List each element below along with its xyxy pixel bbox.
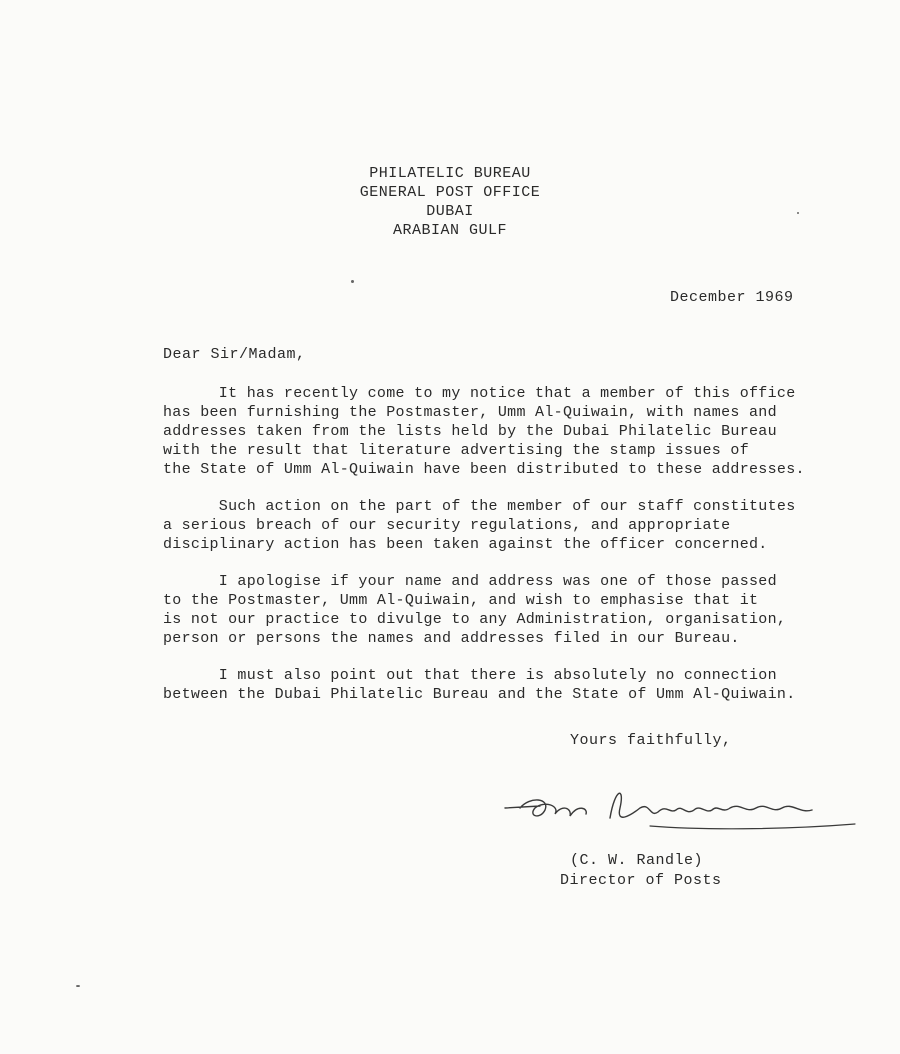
paragraph-line: a serious breach of our security regulations, and appropriate bbox=[163, 517, 731, 534]
closing: Yours faithfully, bbox=[570, 732, 732, 749]
paragraph-1 bbox=[163, 384, 853, 479]
letterhead-line-4: ARABIAN GULF bbox=[392, 222, 508, 239]
paper-speck bbox=[351, 280, 354, 283]
paragraph-line: is not our practice to divulge to any Administration, organisation, bbox=[163, 611, 787, 628]
paragraph-line: addresses taken from the lists held by the Dubai Philatelic Bureau bbox=[163, 423, 777, 440]
paragraph-line: to the Postmaster, Umm Al-Quiwain, and wish to emphasise that it bbox=[163, 592, 759, 609]
signatory-name: (C. W. Randle) bbox=[570, 852, 704, 869]
letter-date: December 1969 bbox=[670, 289, 794, 306]
paragraph-4 bbox=[163, 666, 853, 704]
paragraph-line: the State of Umm Al-Quiwain have been distributed to these addresses. bbox=[163, 461, 805, 478]
paragraph-line: disciplinary action has been taken against the officer concerned. bbox=[163, 536, 768, 553]
salutation: Dear Sir/Madam, bbox=[163, 346, 306, 363]
signatory-title: Director of Posts bbox=[560, 872, 722, 889]
paragraph-2 bbox=[163, 497, 853, 554]
paragraph-3 bbox=[163, 572, 853, 648]
paragraph-line: I must also point out that there is absolutely no connection bbox=[163, 667, 777, 684]
paragraph-line: It has recently come to my notice that a member of this office bbox=[163, 385, 796, 402]
letterhead-line-1: PHILATELIC BUREAU bbox=[369, 165, 531, 182]
paper-speck bbox=[797, 212, 799, 214]
paragraph-line: between the Dubai Philatelic Bureau and the State of Umm Al-Quiwain. bbox=[163, 686, 796, 703]
letterhead bbox=[300, 164, 600, 240]
letterhead-line-2: GENERAL POST OFFICE bbox=[359, 184, 541, 201]
letterhead-line-3: DUBAI bbox=[426, 203, 474, 220]
paragraph-line: person or persons the names and addresses filed in our Bureau. bbox=[163, 630, 740, 647]
paper-speck bbox=[76, 985, 80, 987]
paragraph-line: Such action on the part of the member of our staff constitutes bbox=[163, 498, 796, 515]
paragraph-line: with the result that literature advertising the stamp issues of bbox=[163, 442, 749, 459]
handwritten-signature bbox=[500, 778, 870, 848]
paragraph-line: I apologise if your name and address was one of those passed bbox=[163, 573, 777, 590]
paragraph-line: has been furnishing the Postmaster, Umm Al-Quiwain, with names and bbox=[163, 404, 777, 421]
